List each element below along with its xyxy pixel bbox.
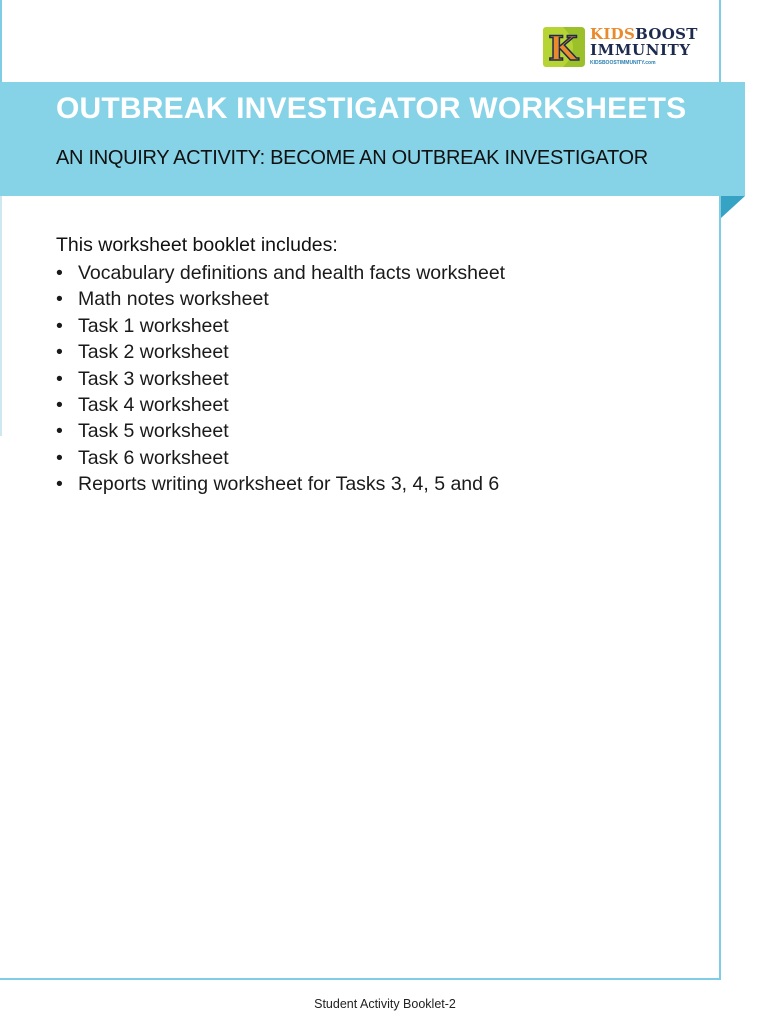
worksheet-list [56,260,505,498]
list-item-label: Task 3 worksheet [78,367,229,390]
list-item [56,339,505,365]
list-item [56,286,505,312]
banner-fold-corner [721,196,745,218]
bullet: • [56,420,63,443]
list-item-label: Reports writing worksheet for Tasks 3, 4, 5 and 6 [78,473,500,496]
list-item [56,445,505,471]
logo-k-badge-icon [543,27,585,67]
logo-k-letter: K [548,29,578,67]
page-edge-line [0,0,2,82]
bullet: • [56,262,63,284]
logo-word-boost: BOOST [635,25,698,43]
list-item [56,366,505,392]
list-item [56,418,505,444]
list-item-label: Task 6 worksheet [78,446,229,469]
bullet: • [56,341,63,364]
list-item [56,260,505,286]
page-footer: Student Activity Booklet-2 [314,997,456,1011]
bullet: • [56,446,63,469]
list-item [56,313,505,339]
list-item-label: Task 4 worksheet [78,393,229,416]
page-subtitle: AN INQUIRY ACTIVITY: BECOME AN OUTBREAK INVESTIGATOR [56,147,648,169]
bullet: • [56,314,63,337]
kids-boost-immunity-logo [543,26,723,72]
list-item [56,471,505,497]
bullet: • [56,393,63,416]
page-title: OUTBREAK INVESTIGATOR WORKSHEETS [56,92,687,125]
page-edge-line [0,196,2,436]
logo-word-immunity: IMMUNITY [590,41,691,59]
booklet-intro: This worksheet booklet includes: [56,234,338,256]
list-item-label: Task 1 worksheet [78,314,229,337]
logo-url: KIDSBOOSTIMMUNITY.com [590,60,656,66]
bullet: • [56,288,63,311]
logo-word-kids: KIDS [590,25,636,43]
list-item-label: Vocabulary definitions and health facts worksheet [78,262,506,284]
list-item [56,392,505,418]
bullet: • [56,367,63,390]
list-item-label: Math notes worksheet [78,288,269,311]
bullet: • [56,473,63,496]
list-item-label: Task 5 worksheet [78,420,229,443]
list-item-label: Task 2 worksheet [78,341,229,364]
